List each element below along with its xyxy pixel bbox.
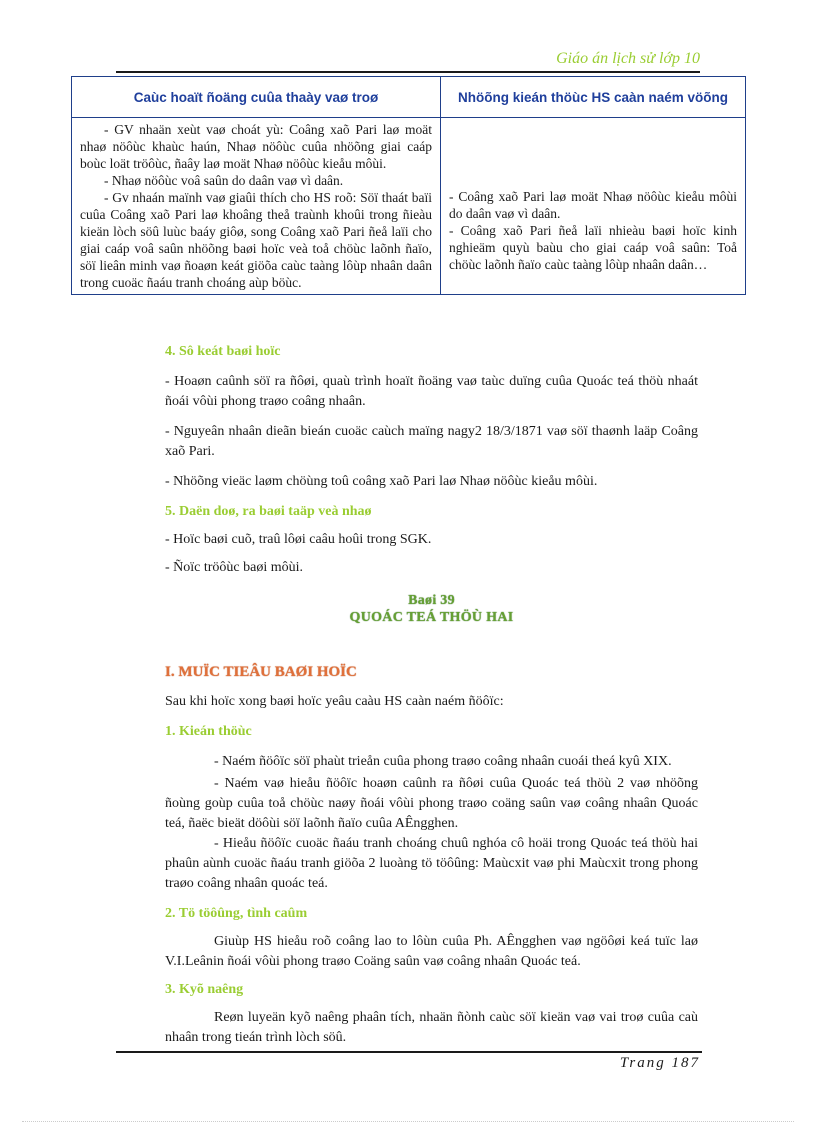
section-5-title: 5. Daën doø, ra baøi taäp veà nhaø (165, 504, 372, 519)
list-item: - Nhöõng vieäc laøm chöùng toû coâng xaõ Pari laø Nhaø nöôùc kieåu môùi. (165, 474, 598, 489)
page-number: Trang 187 (619, 1055, 700, 1071)
header-rule (116, 71, 700, 73)
table-paragraph: - Gv nhaán maïnh vaø giaûi thích cho HS roõ: Söï thaát baïi cuûa Coâng xaõ Pari laø khoâng theå traùnh khoûi trong ñieàu kieän lòch söû luùc baáy giôø, song Coâng xaõ Pari ñeå laïi cho giai caáp voâ saûn nhöõng baøi hoïc veà toå chöùc laõnh ñaïo, söï lieân minh vaø ñoaøn keát giöõa caùc taàng lôùp nhaân daân trong cuoäc ñaáu tranh choáng aùp böùc. (80, 190, 432, 290)
teacher-activities-cell (72, 118, 441, 295)
part-1-title: I. MUÏC TIEÂU BAØI HOÏC (165, 664, 357, 680)
table-paragraph: - Coâng xaõ Pari laø moät Nhaø nöôùc kieåu môùi do daân vaø vì daân. (449, 189, 737, 221)
list-item: - Hoaøn caûnh söï ra ñôøi, quaù trình hoaït ñoäng vaø taùc duïng cuûa Quoác teá thöù nhaát ñoái vôùi phong traøo coâng nhaân. (165, 374, 698, 409)
subsection-2-text: Giuùp HS hieåu roõ coâng lao to lôùn cuûa Ph. AÊngghen vaø ngöôøi keá tuïc laø V.I.Leânin ñoái vôùi phong traøo Coäng saûn vaø coâng nhaân Quoác teá. (165, 934, 698, 969)
page-edge (22, 1121, 794, 1122)
list-item: - Naém vaø hieåu ñöôïc hoaøn caûnh ra ñôøi cuûa Quoác teá thöù 2 vaø nhöõng ñoùng goùp cuûa toå chöùc naøy ñoái vôùi phong traøo coäng saûn vaø coâng nhaân Quoác teá, ñaëc bieät döôùi söï laõnh ñaïo cuûa AÊngghen. (165, 776, 698, 831)
footer-rule (116, 1051, 702, 1053)
table-paragraph: - Nhaø nöôùc voâ saûn do daân vaø vì daân. (104, 173, 344, 188)
lesson-number: Baøi 39 (408, 593, 455, 608)
table-paragraph: - GV nhaän xeùt vaø choát yù: Coâng xaõ Pari laø moät nhaø nöôùc khaùc haún, Nhaø nöôùc cuûa nhöõng giai caáp boùc loät tröôùc, ñaây laø moät Nhaø nöôùc kieåu môùi. (80, 122, 432, 171)
list-item: - Hieåu ñöôïc cuoäc ñaáu tranh choáng chuû nghóa cô hoäi trong Quoác teá thöù hai phaûn aùnh cuoäc ñaáu tranh giöõa 2 luoàng tö töôûng: Maùcxit vaø phi Maùcxit trong phong traøo coâng nhaân quoác teá. (165, 836, 698, 891)
col-header-teacher-activities: Caùc hoaït ñoäng cuûa thaày vaø troø (72, 77, 441, 118)
part-1-intro: Sau khi hoïc xong baøi hoïc yeâu caàu HS caàn naém ñöôïc: (165, 694, 504, 709)
section-4-title: 4. Sô keát baøi hoïc (165, 344, 281, 359)
header-title: Giáo án lịch sử lớp 10 (556, 50, 700, 67)
knowledge-cell (441, 118, 746, 295)
col-header-knowledge: Nhöõng kieán thöùc HS caàn naém vöõng (441, 77, 746, 118)
activity-table (71, 76, 746, 295)
list-item: - Hoïc baøi cuõ, traû lôøi caâu hoûi trong SGK. (165, 532, 432, 547)
list-item: - Naém ñöôïc söï phaùt trieån cuûa phong traøo coâng nhaân cuoái theá kyû XIX. (214, 754, 672, 769)
lesson-name: QUOÁC TEÁ THÖÙ HAI (349, 610, 514, 625)
list-item: - Ñoïc tröôùc baøi môùi. (165, 560, 304, 575)
table-paragraph: - Coâng xaõ Pari ñeå laïi nhieàu baøi hoïc kinh nghieäm quyù baùu cho giai caáp voâ saûn: Toå chöùc laõnh ñaïo caùc taàng lôùp nhaân daân… (449, 223, 737, 272)
subsection-2-title: 2. Tö töôûng, tình caûm (165, 906, 308, 921)
subsection-3-text: Reøn luyeän kyõ naêng phaân tích, nhaän ñònh caùc söï kieän vaø vai troø cuûa caù nhaân trong tieán trình lòch söû. (165, 1010, 698, 1045)
subsection-1-title: 1. Kieán thöùc (165, 724, 252, 739)
main-content (165, 340, 698, 1048)
subsection-3-title: 3. Kyõ naêng (165, 982, 244, 997)
list-item: - Nguyeân nhaân dieãn bieán cuoäc caùch maïng nagy2 18/3/1871 vaø söï thaønh laäp Coâng xaõ Pari. (165, 424, 698, 459)
